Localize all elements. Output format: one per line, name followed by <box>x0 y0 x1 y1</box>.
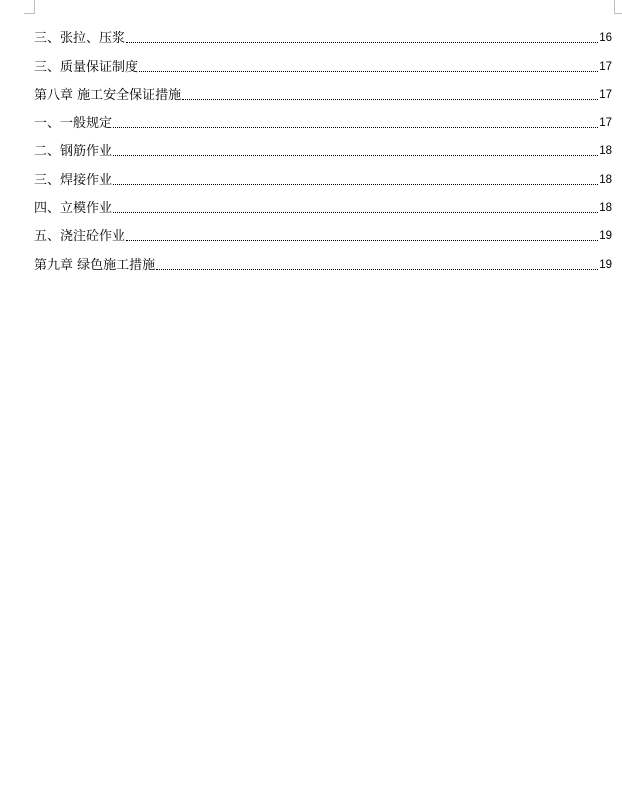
toc-dot-leader <box>113 184 598 185</box>
toc-entry-page-number: 18 <box>599 145 612 158</box>
toc-entry-title: 二、钢筋作业 <box>34 144 113 160</box>
toc-entry-title: 五、浇注砼作业 <box>34 229 126 245</box>
toc-entry-page-number: 19 <box>599 230 612 243</box>
toc-dot-leader <box>139 71 598 72</box>
toc-dot-leader <box>113 155 598 156</box>
toc-entry[interactable] <box>34 244 612 272</box>
toc-dot-leader <box>182 99 598 100</box>
toc-entry[interactable] <box>34 103 612 131</box>
toc-entry[interactable] <box>34 75 612 103</box>
crop-mark-right <box>614 0 615 14</box>
toc-entry-title: 三、焊接作业 <box>34 172 113 188</box>
crop-mark-left <box>34 0 35 14</box>
toc-entry-page-number: 17 <box>599 117 612 130</box>
toc-entry[interactable] <box>34 18 612 46</box>
toc-entry-title: 四、立模作业 <box>34 201 113 217</box>
toc-entry-title: 第八章 施工安全保证措施 <box>34 87 182 103</box>
toc-entry[interactable] <box>34 46 612 74</box>
toc-entry-page-number: 18 <box>599 173 612 186</box>
toc-entry-title: 三、张拉、压浆 <box>34 31 126 47</box>
toc-dot-leader <box>126 42 598 43</box>
toc-entry-page-number: 18 <box>599 202 612 215</box>
table-of-contents <box>34 18 612 273</box>
toc-entry-page-number: 17 <box>599 60 612 73</box>
toc-dot-leader <box>113 127 598 128</box>
toc-entry[interactable] <box>34 131 612 159</box>
toc-entry-title: 一、一般规定 <box>34 116 113 132</box>
toc-entry[interactable] <box>34 159 612 187</box>
toc-entry-page-number: 16 <box>599 32 612 45</box>
toc-entry[interactable] <box>34 188 612 216</box>
toc-entry-title: 三、质量保证制度 <box>34 59 139 75</box>
toc-entry[interactable] <box>34 216 612 244</box>
toc-dot-leader <box>156 269 598 270</box>
toc-entry-page-number: 17 <box>599 88 612 101</box>
toc-dot-leader <box>126 240 598 241</box>
toc-entry-page-number: 19 <box>599 258 612 271</box>
toc-entry-title: 第九章 绿色施工措施 <box>34 257 156 273</box>
toc-dot-leader <box>113 212 598 213</box>
